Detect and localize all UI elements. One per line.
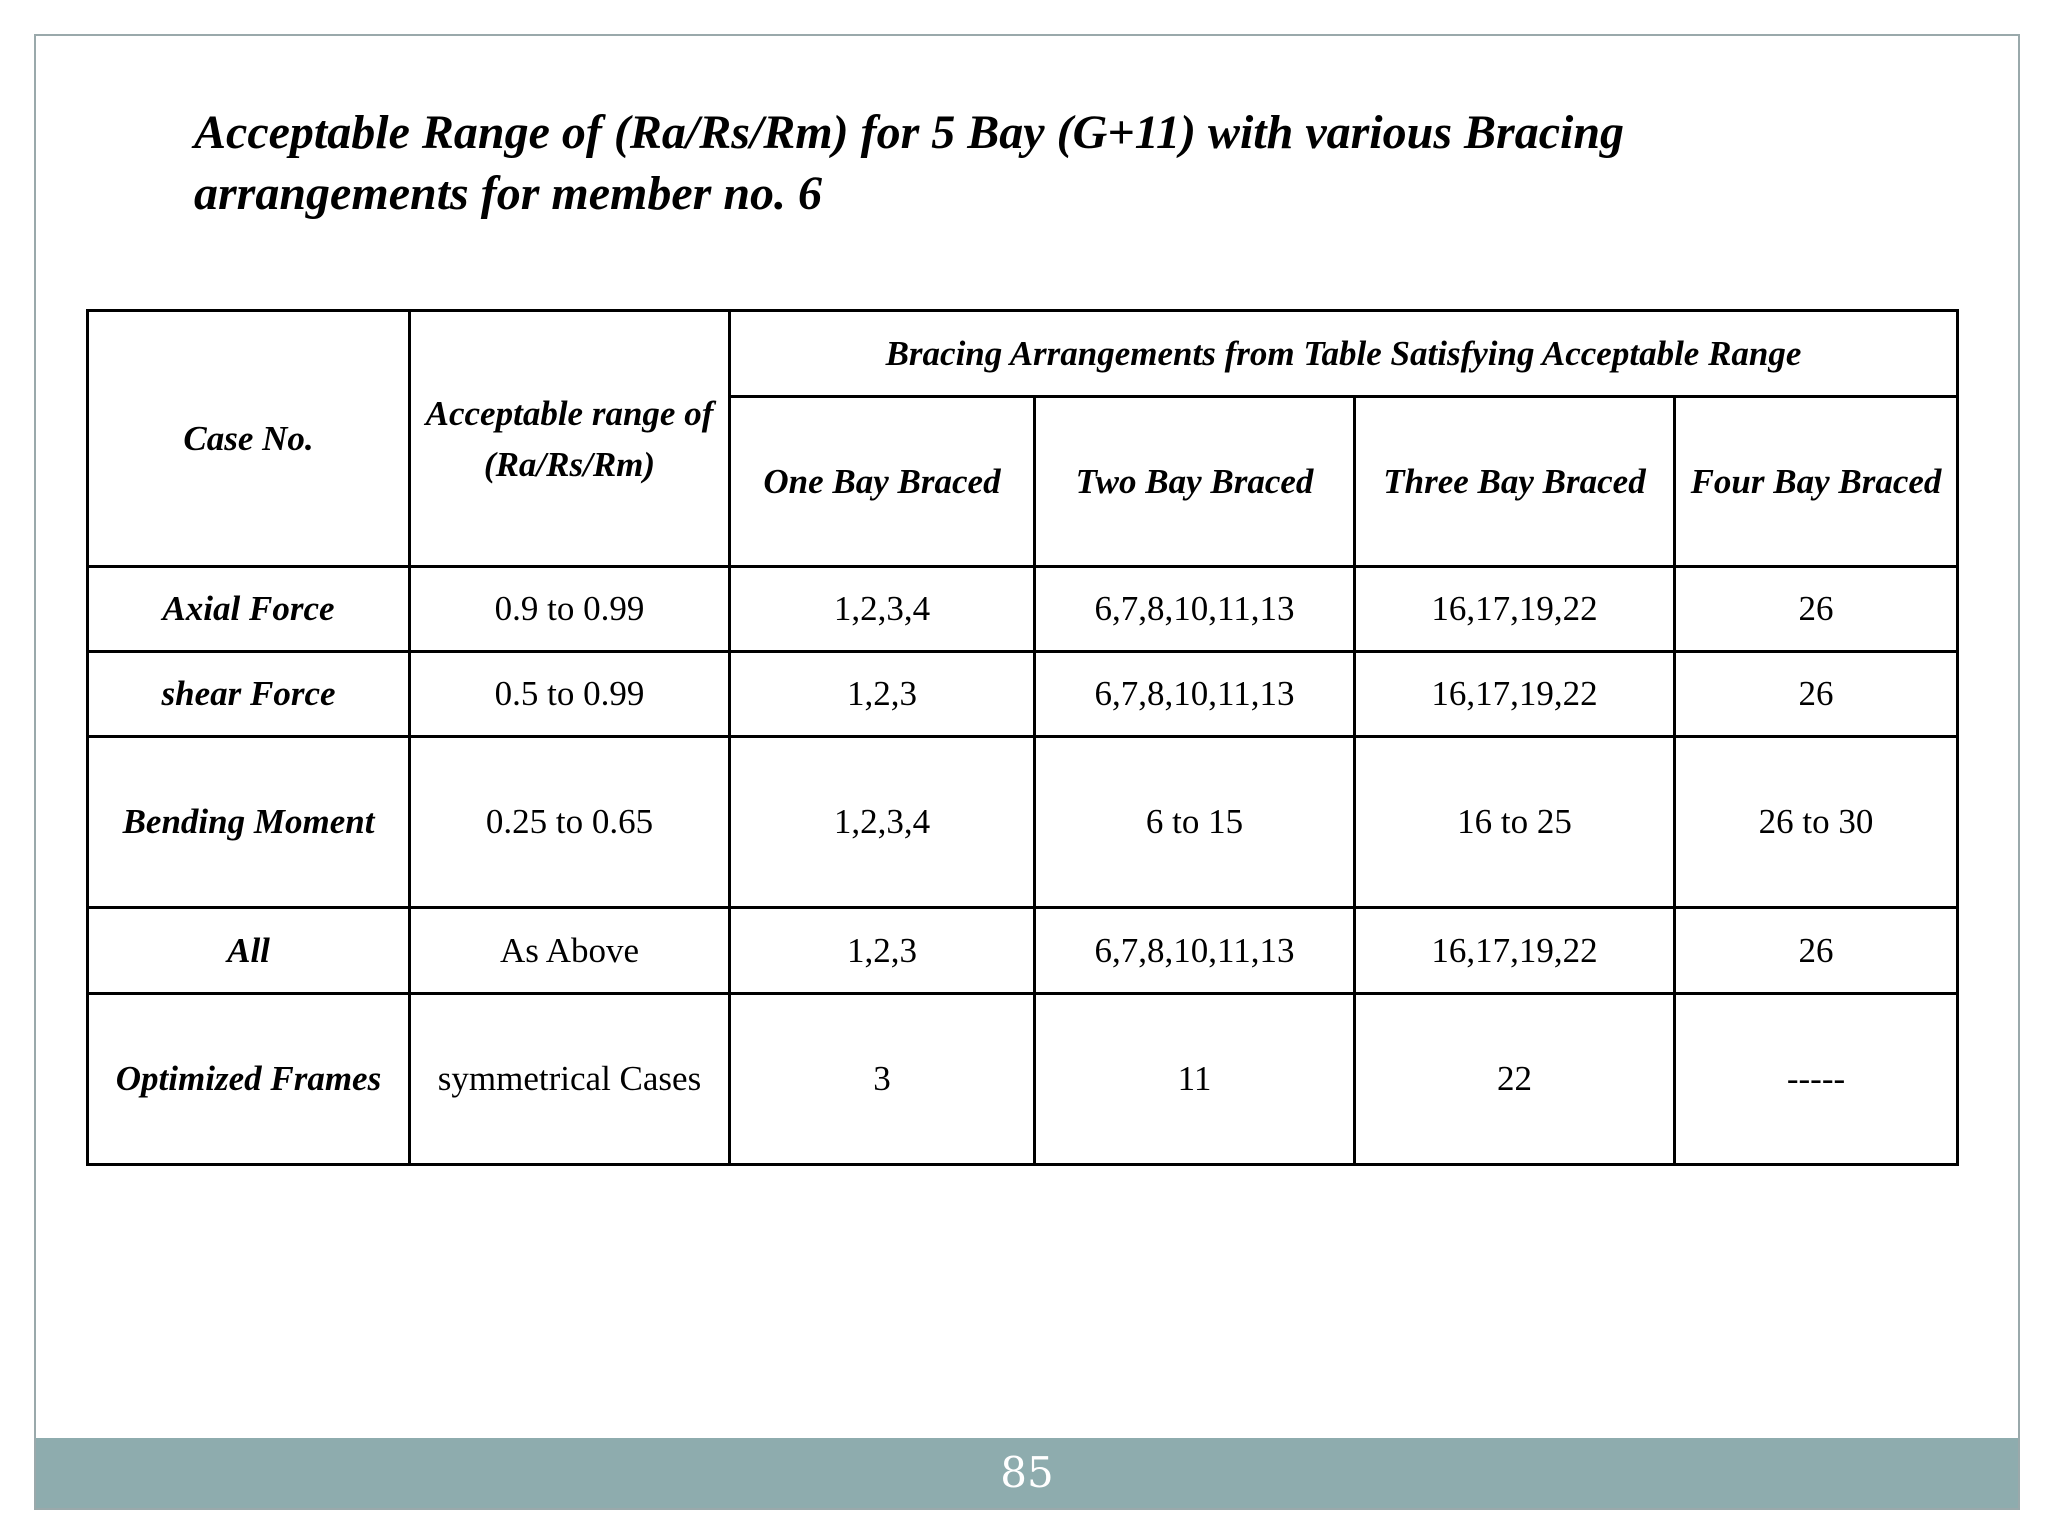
cell-range: 0.9 to 0.99	[410, 567, 730, 652]
cell-three-bay: 16,17,19,22	[1355, 908, 1675, 994]
table-row	[88, 567, 1958, 652]
header-bracing-group: Bracing Arrangements from Table Satisfying Acceptable Range	[730, 311, 1958, 397]
cell-range: As Above	[410, 908, 730, 994]
cell-case: All	[88, 908, 410, 994]
cell-one-bay: 1,2,3,4	[730, 567, 1035, 652]
cell-three-bay: 16 to 25	[1355, 737, 1675, 908]
cell-four-bay: 26 to 30	[1675, 737, 1958, 908]
bracing-table	[86, 309, 1959, 1166]
header-three-bay: Three Bay Braced	[1355, 397, 1675, 567]
cell-case: Bending Moment	[88, 737, 410, 908]
cell-one-bay: 1,2,3,4	[730, 737, 1035, 908]
cell-range: symmetrical Cases	[410, 994, 730, 1165]
header-one-bay: One Bay Braced	[730, 397, 1035, 567]
footer-bar	[36, 1438, 2018, 1508]
cell-one-bay: 1,2,3	[730, 652, 1035, 737]
cell-two-bay: 6,7,8,10,11,13	[1035, 652, 1355, 737]
cell-case: Axial Force	[88, 567, 410, 652]
cell-three-bay: 16,17,19,22	[1355, 652, 1675, 737]
cell-one-bay: 3	[730, 994, 1035, 1165]
table-row	[88, 994, 1958, 1165]
header-case-no: Case No.	[88, 311, 410, 567]
cell-two-bay: 6 to 15	[1035, 737, 1355, 908]
page-title: Acceptable Range of (Ra/Rs/Rm) for 5 Bay (G+11) with various Bracing arrangements for member no. 6	[194, 106, 1625, 220]
cell-four-bay: 26	[1675, 652, 1958, 737]
header-two-bay: Two Bay Braced	[1035, 397, 1355, 567]
page-number: 85	[1000, 1448, 1054, 1497]
table-row	[88, 652, 1958, 737]
cell-range: 0.25 to 0.65	[410, 737, 730, 908]
cell-two-bay: 11	[1035, 994, 1355, 1165]
cell-two-bay: 6,7,8,10,11,13	[1035, 567, 1355, 652]
table-row	[88, 737, 1958, 908]
cell-four-bay: 26	[1675, 567, 1958, 652]
cell-case: shear Force	[88, 652, 410, 737]
header-four-bay: Four Bay Braced	[1675, 397, 1958, 567]
cell-two-bay: 6,7,8,10,11,13	[1035, 908, 1355, 994]
header-acceptable-range: Acceptable range of (Ra/Rs/Rm)	[410, 311, 730, 567]
cell-four-bay: -----	[1675, 994, 1958, 1165]
cell-case: Optimized Frames	[88, 994, 410, 1165]
cell-three-bay: 16,17,19,22	[1355, 567, 1675, 652]
cell-four-bay: 26	[1675, 908, 1958, 994]
table-row	[88, 908, 1958, 994]
cell-range: 0.5 to 0.99	[410, 652, 730, 737]
slide	[34, 34, 2020, 1510]
cell-one-bay: 1,2,3	[730, 908, 1035, 994]
cell-three-bay: 22	[1355, 994, 1675, 1165]
